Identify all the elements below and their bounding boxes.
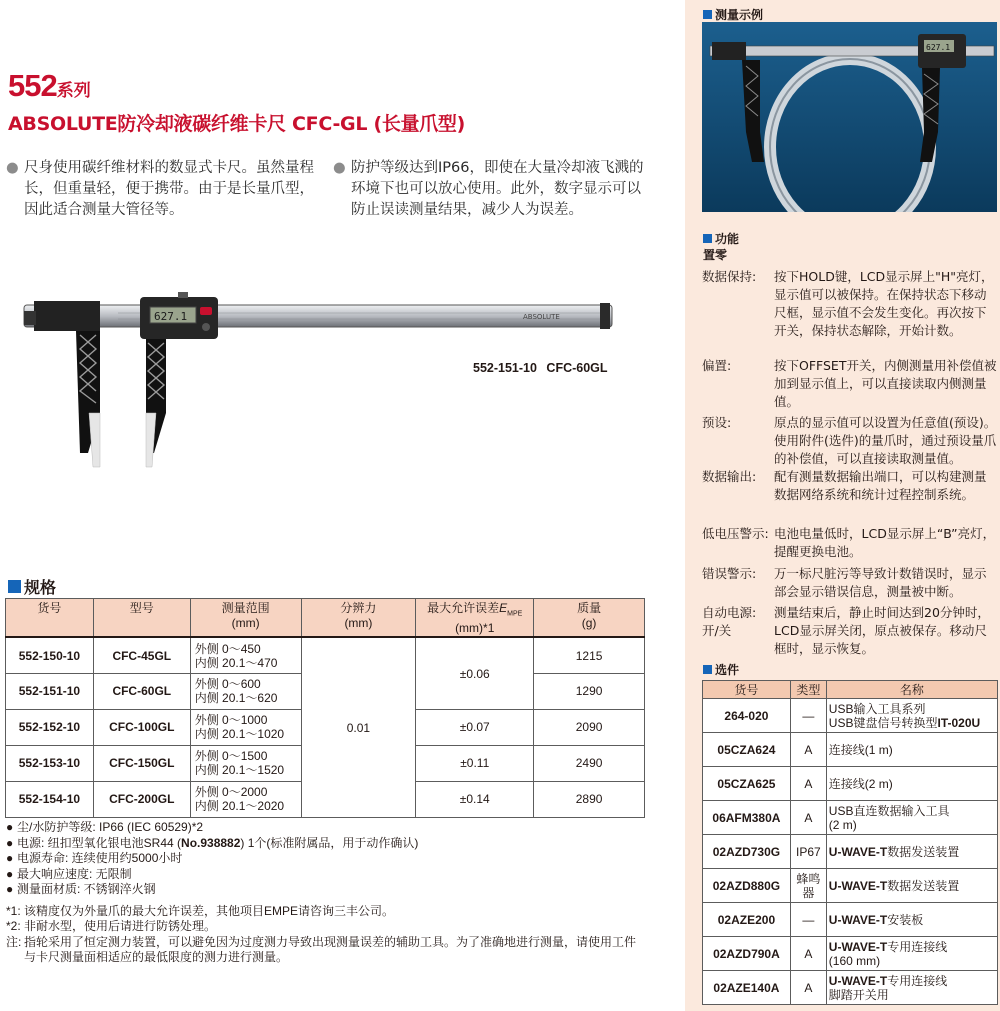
spec-table: [5, 598, 645, 818]
option-name: 连接线(1 m): [826, 733, 997, 767]
table-row: [703, 971, 998, 1005]
spec-header-error: 最大允许误差$E_{MPE}$ (mm)*1: [416, 599, 534, 638]
function-label: 低电压警示:: [702, 526, 769, 541]
function-item: [702, 565, 998, 601]
function-item: [702, 414, 998, 468]
spec-header-code: 货号: [6, 599, 94, 638]
function-label: 数据保持:: [702, 269, 757, 284]
option-code: 05CZA624: [703, 733, 791, 767]
function-label: 错误警示:: [702, 566, 757, 581]
spec-model: CFC-60GL: [93, 673, 190, 709]
spec-model: CFC-150GL: [93, 745, 190, 781]
spec-header-resolution: 分辨力 (mm): [301, 599, 416, 638]
square-bullet-icon: [8, 580, 21, 593]
option-code: 02AZD790A: [703, 937, 791, 971]
spec-mass: 2890: [534, 781, 645, 817]
option-code: 05CZA625: [703, 767, 791, 801]
footnote-item: *2: 非耐水型，使用后请进行防锈处理。: [6, 919, 217, 933]
spec-range: 外侧 0〜450 内侧 20.1〜470: [190, 637, 301, 673]
option-code: 02AZD880G: [703, 869, 791, 903]
function-item: [702, 525, 998, 561]
spec-error: ±0.14: [416, 781, 534, 817]
table-row: [703, 733, 998, 767]
function-desc: 电池电量低时，LCD显示屏上“B”亮灯，提醒更换电池。: [774, 526, 996, 559]
bullet-icon: ●: [333, 160, 346, 176]
function-item: [702, 268, 998, 340]
function-desc: 测量结束后，静止时间达到20分钟时，LCD显示屏关闭，原点被保存。移动尺框时，显示恢复。: [774, 605, 990, 656]
note-item: ● 电源: 纽扣型氧化银电池SR44 (No.938882) 1个(标准附属品，用于动作确认): [6, 835, 419, 850]
footnote-item: *1: 该精度仅为外量爪的最大允许误差，其他项目EMPE请咨询三丰公司。: [6, 903, 395, 918]
feature-text: 防护等级达到IP66，即使在大量冷却液飞溅的环境下也可以放心使用。此外，数字显示可以防止误读测量结果，减少人为误差。: [351, 160, 644, 218]
spec-error: ±0.11: [416, 745, 534, 781]
options-table: [702, 680, 998, 1005]
function-desc: 配有测量数据输出端口，可以构建测量数据网络系统和统计过程控制系统。: [774, 469, 987, 502]
options-header-row: [703, 681, 998, 699]
bullet-icon: ●: [6, 820, 14, 834]
bullet-icon: ●: [6, 160, 19, 176]
spec-model: CFC-200GL: [93, 781, 190, 817]
note-item: ● 尘/水防护等级: IP66 (IEC 60529)*2: [6, 820, 204, 834]
function-desc: 按下HOLD键，LCD显示屏上"H"亮灯，显示值可以被保持。在保持状态下移动尺框，显示值不会发生变化。再次按下开关，保持状态解除，开始计数。: [774, 269, 994, 338]
spec-range: 外侧 0〜1500 内侧 20.1〜1520: [190, 745, 301, 781]
option-code: 264-020: [703, 699, 791, 733]
options-header-type: 类型: [790, 681, 826, 699]
series-suffix: 系列: [56, 81, 91, 100]
option-type: IP67: [790, 835, 826, 869]
function-desc: 万一标尺脏污等导致计数错误时，显示部会显示错误信息，测量被中断。: [774, 566, 987, 599]
option-type: A: [790, 733, 826, 767]
option-type: —: [790, 699, 826, 733]
bullet-icon: ●: [6, 851, 14, 865]
bullet-icon: ●: [6, 866, 14, 881]
spec-heading: [8, 575, 56, 598]
functions-subheading: 置零: [703, 248, 728, 262]
spec-mass: 1290: [534, 673, 645, 709]
options-header-name: 名称: [826, 681, 997, 699]
function-desc: 按下OFFSET开关，内侧测量用补偿值被加到显示值上，可以直接读取内侧测量值。: [774, 358, 997, 409]
function-desc: 原点的显示值可以设置为任意值(预设)。使用附件(选件)的量爪时，通过预设量爪的补偿值，可以直接读取测量值。: [774, 415, 997, 466]
spec-code: 552-152-10: [6, 709, 94, 745]
spec-code: 552-154-10: [6, 781, 94, 817]
measurement-example-photo: [702, 22, 997, 212]
option-code: 02AZD730G: [703, 835, 791, 869]
note-item: ● 电源寿命: 连续使用约5000小时: [6, 851, 183, 865]
function-label: 预设:: [702, 415, 732, 430]
spec-error: ±0.06: [416, 637, 534, 709]
table-row: [703, 869, 998, 903]
spec-code: 552-150-10: [6, 637, 94, 673]
feature-text: 尺身使用碳纤维材料的数显式卡尺。虽然量程长，但重量轻，便于携带。由于是长量爪型，因此适合测量大管径等。: [24, 160, 314, 218]
spec-code: 552-153-10: [6, 745, 94, 781]
caliper-product-photo: [18, 285, 618, 475]
table-row: [703, 801, 998, 835]
spec-mass: 1215: [534, 637, 645, 673]
caliper-model-label: 552-151-10 CFC-60GL: [473, 361, 608, 375]
option-type: A: [790, 801, 826, 835]
table-row: [703, 699, 998, 733]
bullet-icon: ●: [6, 882, 14, 896]
options-header-code: 货号: [703, 681, 791, 699]
options-table-body: [703, 699, 998, 1005]
spec-code: 552-151-10: [6, 673, 94, 709]
option-name: U-WAVE-T专用连接线 (160 mm): [826, 937, 997, 971]
spec-heading-text: 规格: [24, 578, 57, 597]
series-number: 552: [8, 68, 57, 103]
spec-header-range: 测量范围 (mm): [190, 599, 301, 638]
example-lcd-value: 627.1: [926, 43, 951, 52]
spec-header-row: [6, 599, 645, 638]
option-name: U-WAVE-T安装板: [826, 903, 997, 937]
spec-model: CFC-45GL: [93, 637, 190, 673]
option-type: A: [790, 767, 826, 801]
spec-model: CFC-100GL: [93, 709, 190, 745]
note-item: ● 最大响应速度: 无限制: [6, 866, 132, 881]
spec-error: ±0.07: [416, 709, 534, 745]
option-type: A: [790, 937, 826, 971]
spec-mass: 2490: [534, 745, 645, 781]
spec-range: 外侧 0〜1000 内侧 20.1〜1020: [190, 709, 301, 745]
series-title: [8, 68, 91, 104]
table-row: [703, 903, 998, 937]
option-type: 蜂鸣 器: [790, 869, 826, 903]
square-bullet-icon: [703, 665, 712, 674]
square-bullet-icon: [703, 234, 712, 243]
spec-header-model: 型号: [93, 599, 190, 638]
option-name: U-WAVE-T专用连接线 脚踏开关用: [826, 971, 997, 1005]
option-name: USB输入工具系列 USB键盘信号转换型IT-020U: [826, 699, 997, 733]
table-row: [703, 937, 998, 971]
function-item: [702, 468, 998, 504]
feature-item: [6, 158, 326, 221]
footnote-item: 注: 指轮采用了恒定测力装置，可以避免因为过度测力导致出现测量误差的辅助工具。为了准确地进行测量，请使用工件与卡尺测量面相适应的最低限度的测力进行测量。: [6, 934, 637, 964]
option-name: U-WAVE-T数据发送装置: [826, 835, 997, 869]
spec-mass: 2090: [534, 709, 645, 745]
spec-resolution: 0.01: [301, 637, 416, 817]
example-heading: 测量示例: [703, 6, 763, 23]
scale-logo: ABSOLUTE: [523, 313, 560, 321]
option-name: USB直连数据输入工具 (2 m): [826, 801, 997, 835]
function-label: 偏置:: [702, 358, 732, 373]
spec-range: 外侧 0〜2000 内侧 20.1〜2020: [190, 781, 301, 817]
table-row: [6, 637, 645, 673]
table-row: [703, 767, 998, 801]
option-type: A: [790, 971, 826, 1005]
bullet-icon: ●: [6, 835, 14, 850]
spec-header-mass: 质量 (g): [534, 599, 645, 638]
option-name: U-WAVE-T数据发送装置: [826, 869, 997, 903]
square-bullet-icon: [703, 10, 712, 19]
option-code: 02AZE200: [703, 903, 791, 937]
table-row: [703, 835, 998, 869]
product-title: ABSOLUTE防冷却液碳纤维卡尺 CFC-GL (长量爪型): [8, 113, 466, 135]
option-type: —: [790, 903, 826, 937]
option-code: 06AFM380A: [703, 801, 791, 835]
feature-item: [333, 158, 651, 221]
functions-heading: 功能: [703, 230, 739, 247]
notes-section: [6, 820, 646, 966]
options-heading: 选件: [703, 661, 739, 678]
option-code: 02AZE140A: [703, 971, 791, 1005]
function-item: [702, 357, 998, 411]
option-name: 连接线(2 m): [826, 767, 997, 801]
function-item: [702, 604, 998, 658]
spec-range: 外侧 0〜600 内侧 20.1〜620: [190, 673, 301, 709]
function-label: 数据输出:: [702, 469, 757, 484]
note-item: ● 测量面材质: 不锈钢淬火钢: [6, 882, 156, 896]
function-label: 自动电源: 开/关: [702, 605, 757, 638]
lcd-display-value: 627.1: [154, 310, 188, 323]
